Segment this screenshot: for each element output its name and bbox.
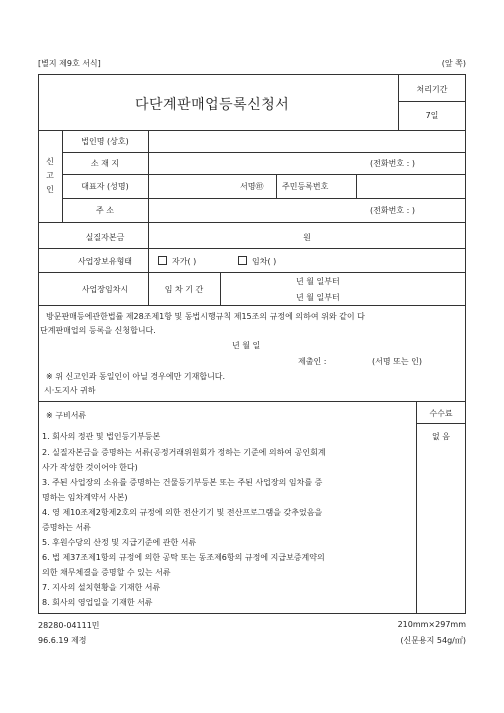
fee-value: 없 음 — [432, 432, 450, 441]
location-label: 소 재 지 — [90, 159, 120, 168]
rrn-label: 주민등록번호 — [282, 182, 329, 191]
processing-period-label: 처리기간 — [416, 85, 448, 94]
paper-type: (신문용지 54g/㎡) — [400, 636, 466, 645]
phone-label-1: (전화번호 : ) — [370, 159, 415, 168]
processing-period-value: 7일 — [425, 111, 439, 120]
office-type-label: 사업장보유형태 — [77, 257, 133, 266]
lease-option-label: 임차( ) — [252, 257, 277, 266]
doc-item: 5. 후원수당의 산정 및 지급기준에 관한 서류 — [42, 538, 197, 547]
applicant-label-1: 신 — [46, 157, 54, 166]
doc-item: 6. 법 제37조제1항의 규정에 의한 공탁 또는 동조제6항의 규정에 지급보증계약의 — [42, 553, 325, 562]
address-label: 주 소 — [96, 206, 114, 215]
submitter-sign: (서명 또는 인) — [372, 357, 422, 366]
form-title: 다단계판매업등록신청서 — [135, 97, 290, 113]
paper-size: 210mm×297mm — [397, 620, 466, 629]
own-option[interactable] — [158, 256, 196, 267]
doc-item: 증명하는 서류 — [42, 523, 91, 532]
application-date: 년 월 일 — [232, 341, 261, 350]
representative-label: 대표자 (성명) — [81, 182, 129, 191]
corp-name-label: 법인명 (상호) — [81, 137, 129, 146]
enactment-date: 96.6.19 제정 — [38, 636, 87, 645]
sign-label: 서명㊞ — [240, 182, 264, 191]
doc-item: 의한 채무체결을 증명할 수 있는 서류 — [42, 568, 171, 577]
office-lease-label: 사업장임차시 — [81, 285, 129, 294]
capital-label: 실질자본금 — [85, 233, 125, 242]
statement-line-2: 단계판매업의 등록을 신청합니다. — [40, 326, 156, 335]
doc-item: 7. 지사의 설치현황을 기재한 서류 — [42, 583, 161, 592]
doc-item: 8. 회사의 영업일을 기재한 서류 — [42, 598, 153, 607]
own-option-label: 자가( ) — [172, 257, 197, 266]
lease-from: 년 월 일부터 — [296, 277, 340, 286]
lease-option[interactable] — [238, 256, 276, 267]
page-side: (앞 쪽) — [441, 59, 466, 68]
lease-period-label: 임 차 기 간 — [164, 285, 204, 294]
doc-item: 3. 주된 사업장의 소유를 증명하는 건물등기부등본 또는 주된 사업장의 임차를 증 — [42, 478, 323, 487]
statement-line-1: 방문판매등에관한법률 제28조제1항 및 동법시행규칙 제15조의 규정에 의하여 위와 같이 다 — [46, 312, 365, 321]
doc-item: 사가 작성한 것이어야 한다) — [42, 463, 138, 472]
own-checkbox[interactable] — [158, 256, 167, 265]
statement-note: ※ 위 신고인과 동일인이 아닐 경우에만 기재합니다. — [46, 372, 226, 381]
doc-item: 1. 회사의 정관 및 법인등기부등본 — [42, 432, 161, 441]
documents-heading: ※ 구비서류 — [46, 411, 87, 420]
capital-unit: 원 — [303, 233, 311, 242]
doc-item: 명하는 임차계약서 사본) — [42, 493, 128, 502]
lease-checkbox[interactable] — [238, 256, 247, 265]
submitter-label: 제출인 : — [298, 357, 327, 366]
applicant-label-2: 고 — [46, 171, 54, 180]
applicant-label-3: 인 — [46, 185, 54, 194]
phone-label-2: (전화번호 : ) — [370, 206, 415, 215]
fee-label: 수수료 — [429, 409, 453, 418]
lease-to: 년 월 일부터 — [296, 293, 340, 302]
form-code: 28280-04111민 — [38, 621, 100, 630]
doc-item: 4. 영 제10조제2항제2호의 규정에 의한 전산기기 및 전산프로그램을 갖추었음을 — [42, 508, 323, 517]
addressee: 시·도지사 귀하 — [44, 386, 96, 395]
doc-item: 2. 실질자본금을 증명하는 서류(공정거래위원회가 정하는 기준에 의하여 공인회계 — [42, 448, 326, 457]
form-number: [별지 제9호 서식] — [38, 59, 101, 68]
